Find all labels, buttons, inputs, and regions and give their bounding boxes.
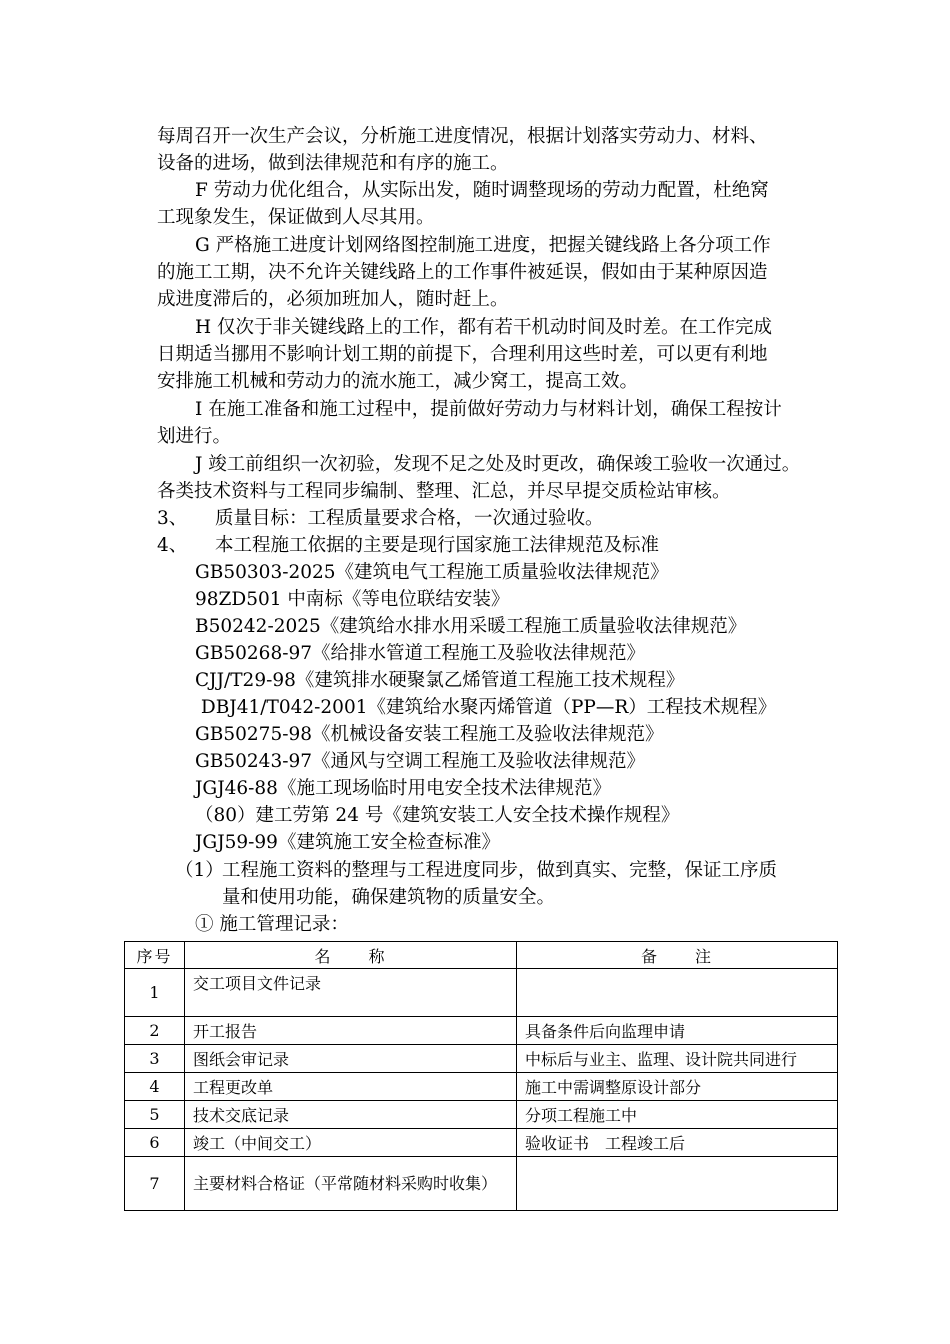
list-text: 质量目标：工程质量要求合格，一次通过验收。 [215,508,604,529]
item-h-line: 日期适当挪用不影响计划工期的前提下，合理利用这些时差，可以更有利地 [157,344,768,365]
list-number: 4、 [157,535,188,556]
header-note: 备 注 [517,942,838,969]
table-row [125,1017,838,1045]
row-name: 竣工（中间交工） [185,1129,517,1157]
point-text: 工程施工资料的整理与工程进度同步，做到真实、完整，保证工序质 [222,860,778,881]
list-number: 3、 [157,508,188,529]
row-name: 图纸会审记录 [185,1045,517,1073]
table-row [125,1073,838,1101]
list-text: 本工程施工依据的主要是现行国家施工法律规范及标准 [215,535,660,556]
item-f-line: 工现象发生，保证做到人尽其用。 [157,207,435,228]
standard-item: B50242-2025《建筑给水排水用采暖工程施工质量验收法律规范》 [195,616,747,637]
item-i-line: I 在施工准备和施工过程中，提前做好劳动力与材料计划，确保工程按计 [195,399,782,420]
standard-item: 98ZD501 中南标《等电位联结安装》 [195,589,510,610]
row-no: 6 [125,1129,185,1157]
table-header-row [125,942,838,969]
row-no: 3 [125,1045,185,1073]
row-name [185,1157,517,1211]
row-no: 2 [125,1017,185,1045]
list-item-4 [157,532,660,559]
row-no: 1 [125,969,185,1017]
row-name: 交工项目文件记录 [185,969,517,1017]
point-number: （1） [175,860,224,881]
header-name: 名 称 [185,942,517,969]
standard-item: （80）建工劳第 24 号《建筑安装工人安全技术操作规程》 [195,805,680,826]
item-g-line: 成进度滞后的，必须加班加人，随时赶上。 [157,289,509,310]
item-f-line: F 劳动力优化组合，从实际出发，随时调整现场的劳动力配置，杜绝窝 [195,180,769,201]
item-g-line: 的施工工期，决不允许关键线路上的工作事件被延误，假如由于某种原因造 [157,262,768,283]
row-no: 4 [125,1073,185,1101]
standard-item: GB50275-98《机械设备安装工程施工及验收法律规范》 [195,724,664,745]
row-note [517,969,838,1017]
list-item-3 [157,505,604,532]
row-note: 施工中需调整原设计部分 [517,1073,838,1101]
paragraph-line: 设备的进场，做到法律规范和有序的施工。 [157,153,509,174]
row-name: 工程更改单 [185,1073,517,1101]
standard-item: GB50268-97《给排水管道工程施工及验收法律规范》 [195,643,646,664]
paragraph-line: 每周召开一次生产会议，分析施工进度情况，根据计划落实劳动力、材料、 [157,126,768,147]
header-no: 序号 [125,942,185,969]
item-j-line: J 竣工前组织一次初验，发现不足之处及时更改，确保竣工验收一次通过。 [195,454,801,475]
table-row [125,1129,838,1157]
row-no: 7 [125,1157,185,1211]
item-h-line: H 仅次于非关键线路上的工作，都有若干机动时间及时差。在工作完成 [195,317,773,338]
table-row [125,969,838,1017]
row-name: 技术交底记录 [185,1101,517,1129]
table-row [125,1157,838,1211]
row-name: 开工报告 [185,1017,517,1045]
row-note: 验收证书 工程竣工后 [517,1129,838,1157]
standard-item: JGJ59-99《建筑施工安全检查标准》 [195,832,500,853]
point-1 [175,857,778,884]
row-note: 具备条件后向监理申请 [517,1017,838,1045]
management-records-table [124,941,838,1211]
standard-item: GB50303-2025《建筑电气工程施工质量验收法律规范》 [195,562,669,583]
table-row [125,1101,838,1129]
item-j-line: 各类技术资料与工程同步编制、整理、汇总，并尽早提交质检站审核。 [157,481,731,502]
table-row [125,1045,838,1073]
row-name-text: 主要材料合格证（平常随材料采购时收集） [193,1173,498,1193]
item-i-line: 划进行。 [157,426,232,447]
point-text-cont: 量和使用功能，确保建筑物的质量安全。 [222,887,556,908]
item-h-line: 安排施工机械和劳动力的流水施工，减少窝工，提高工效。 [157,371,639,392]
standard-item: DBJ41/T042-2001《建筑给水聚丙烯管道（PP—R）工程技术规程》 [195,697,777,718]
standard-item: CJJ/T29-98《建筑排水硬聚氯乙烯管道工程施工技术规程》 [195,670,685,691]
row-no: 5 [125,1101,185,1129]
row-note: 中标后与业主、监理、设计院共同进行 [517,1045,838,1073]
item-g-line: G 严格施工进度计划网络图控制施工进度，把握关键线路上各分项工作 [195,235,771,256]
row-note [517,1157,838,1211]
standard-item: JGJ46-88《施工现场临时用电安全技术法律规范》 [195,778,611,799]
row-note: 分项工程施工中 [517,1101,838,1129]
subsection-title: ① 施工管理记录： [195,914,349,935]
standard-item: GB50243-97《通风与空调工程施工及验收法律规范》 [195,751,646,772]
